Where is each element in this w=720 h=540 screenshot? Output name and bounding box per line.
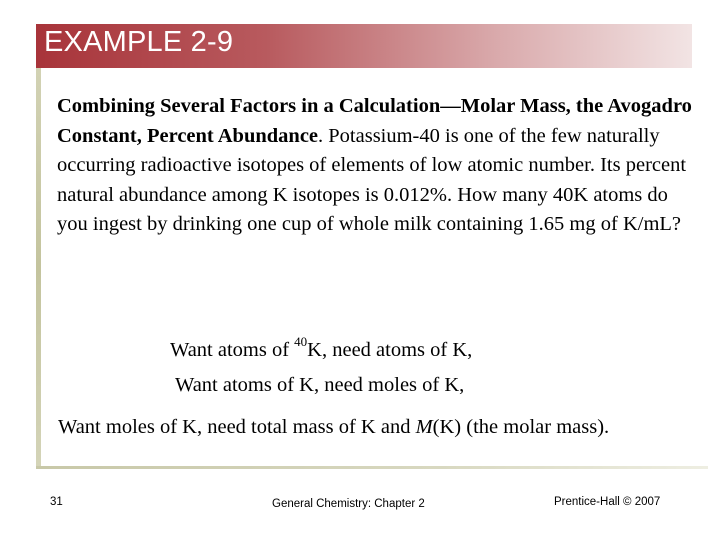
- molar-mass-symbol: M: [415, 416, 433, 438]
- step-line-3-pre: Want moles of K, need total mass of K and: [58, 416, 416, 438]
- bottom-border-rule: [36, 466, 708, 469]
- slide-title: EXAMPLE 2-9: [44, 26, 234, 58]
- step-line-1: [170, 334, 473, 362]
- problem-statement: [57, 92, 697, 240]
- problem-body: Potassium-40 is one of the few naturally occurring radioactive isotopes of elements of low atomic number. Its percent natural abundance among K isotopes is 0.012%. How many 40K atoms do you ingest by drinking one cup of whole milk containing 1.65 mg of K/mL?: [57, 124, 687, 235]
- footer-publisher: Prentice-Hall © 2007: [554, 496, 661, 508]
- step-line-1-pre: Want atoms of: [170, 339, 295, 361]
- problem-heading: Combining Several Factors in a Calculation—Molar Mass, the Avogadro Constant, Percent Abundance: [57, 95, 692, 147]
- footer-course: General Chemistry: Chapter 2: [272, 498, 425, 510]
- step-line-2: Want atoms of K, need moles of K,: [175, 374, 465, 396]
- page-number: 31: [50, 496, 63, 508]
- step-line-3-post: (K) (the molar mass).: [432, 416, 610, 438]
- step-line-1-post: K, need atoms of K,: [307, 339, 473, 361]
- left-border-rule: [36, 68, 41, 468]
- title-bar: [36, 24, 692, 68]
- step-line-3: [58, 416, 609, 439]
- isotope-superscript: 40: [294, 334, 308, 350]
- problem-heading-period: .: [318, 124, 324, 147]
